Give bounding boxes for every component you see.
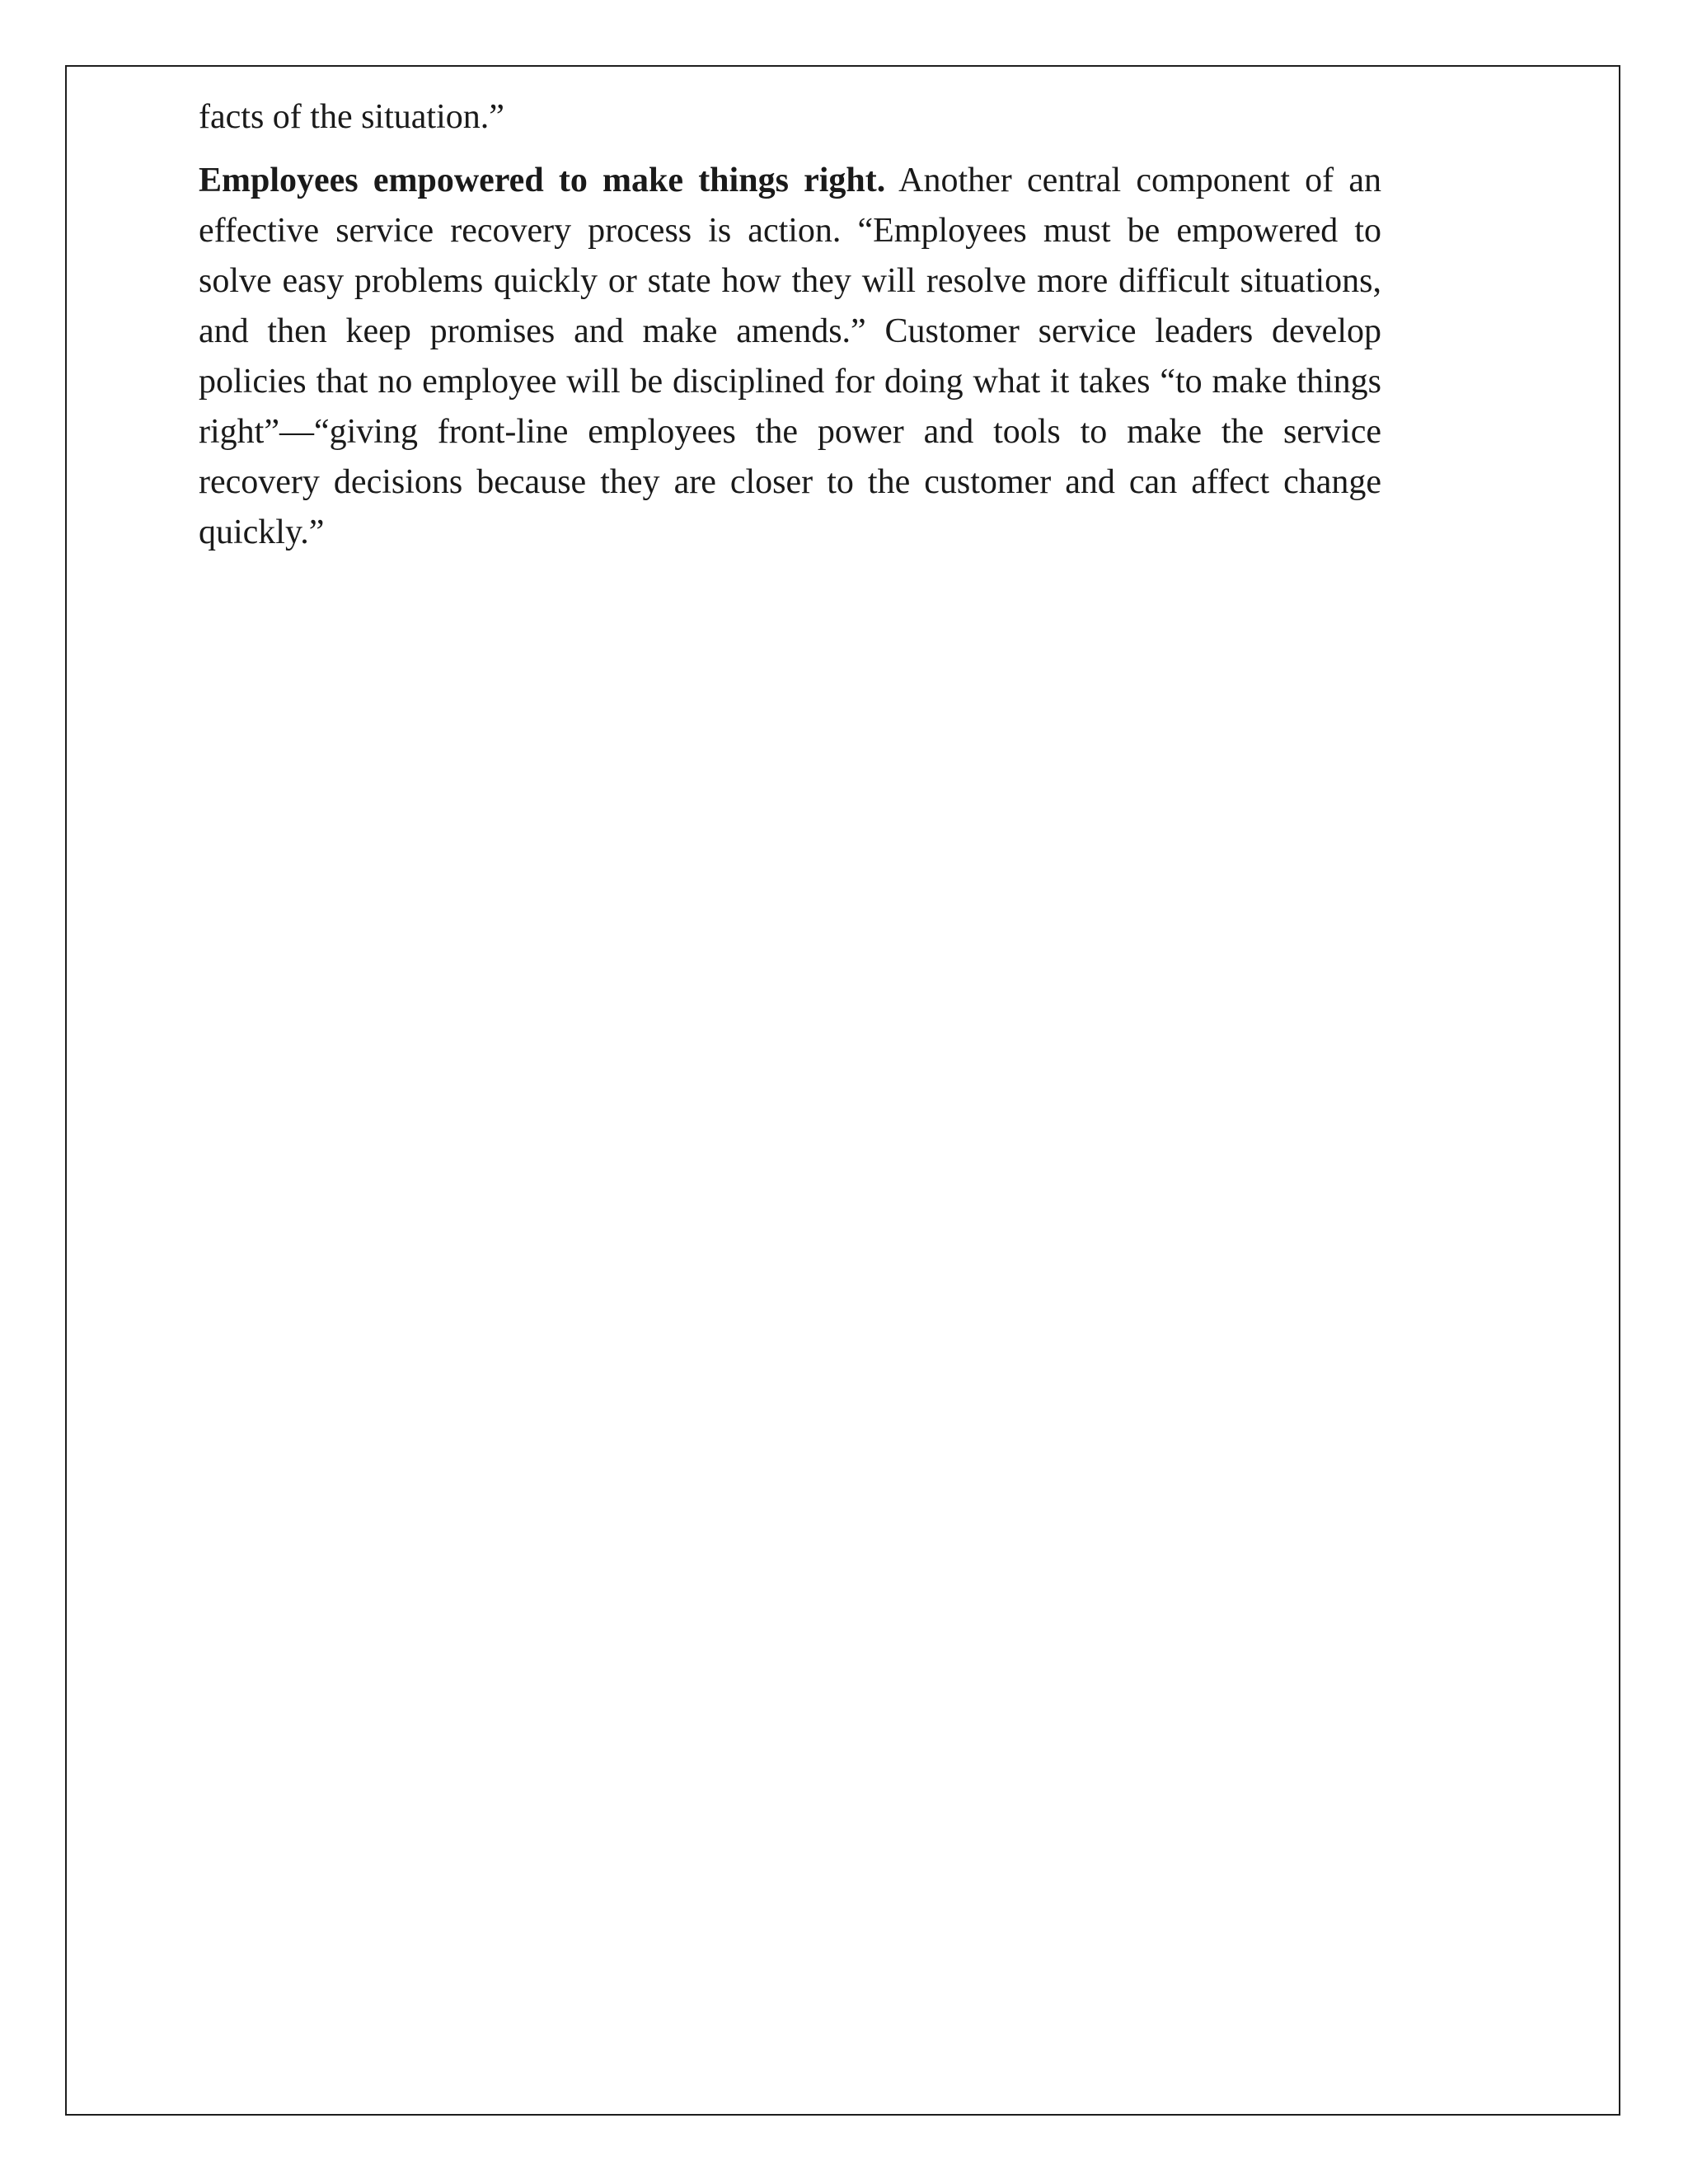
section-heading: Employees empowered to make things right.	[199, 162, 886, 199]
section-paragraph	[199, 156, 1381, 558]
continuation-text: facts of the situation.”	[199, 98, 504, 136]
section-body: Another central component of an effective service recovery process is action. “Employees must be empowered to solve easy problems quickly or state how they will resolve more difficult situations, and then keep promises and make amends.” Customer service leaders develop policies that no employee will be disciplined for doing what it takes “to make things right”—“giving front-line employees the power and tools to make the service recovery decisions because they are closer to the customer and can affect change quickly.”	[199, 162, 1381, 551]
continuation-paragraph	[199, 92, 1381, 143]
document-body	[199, 92, 1381, 558]
